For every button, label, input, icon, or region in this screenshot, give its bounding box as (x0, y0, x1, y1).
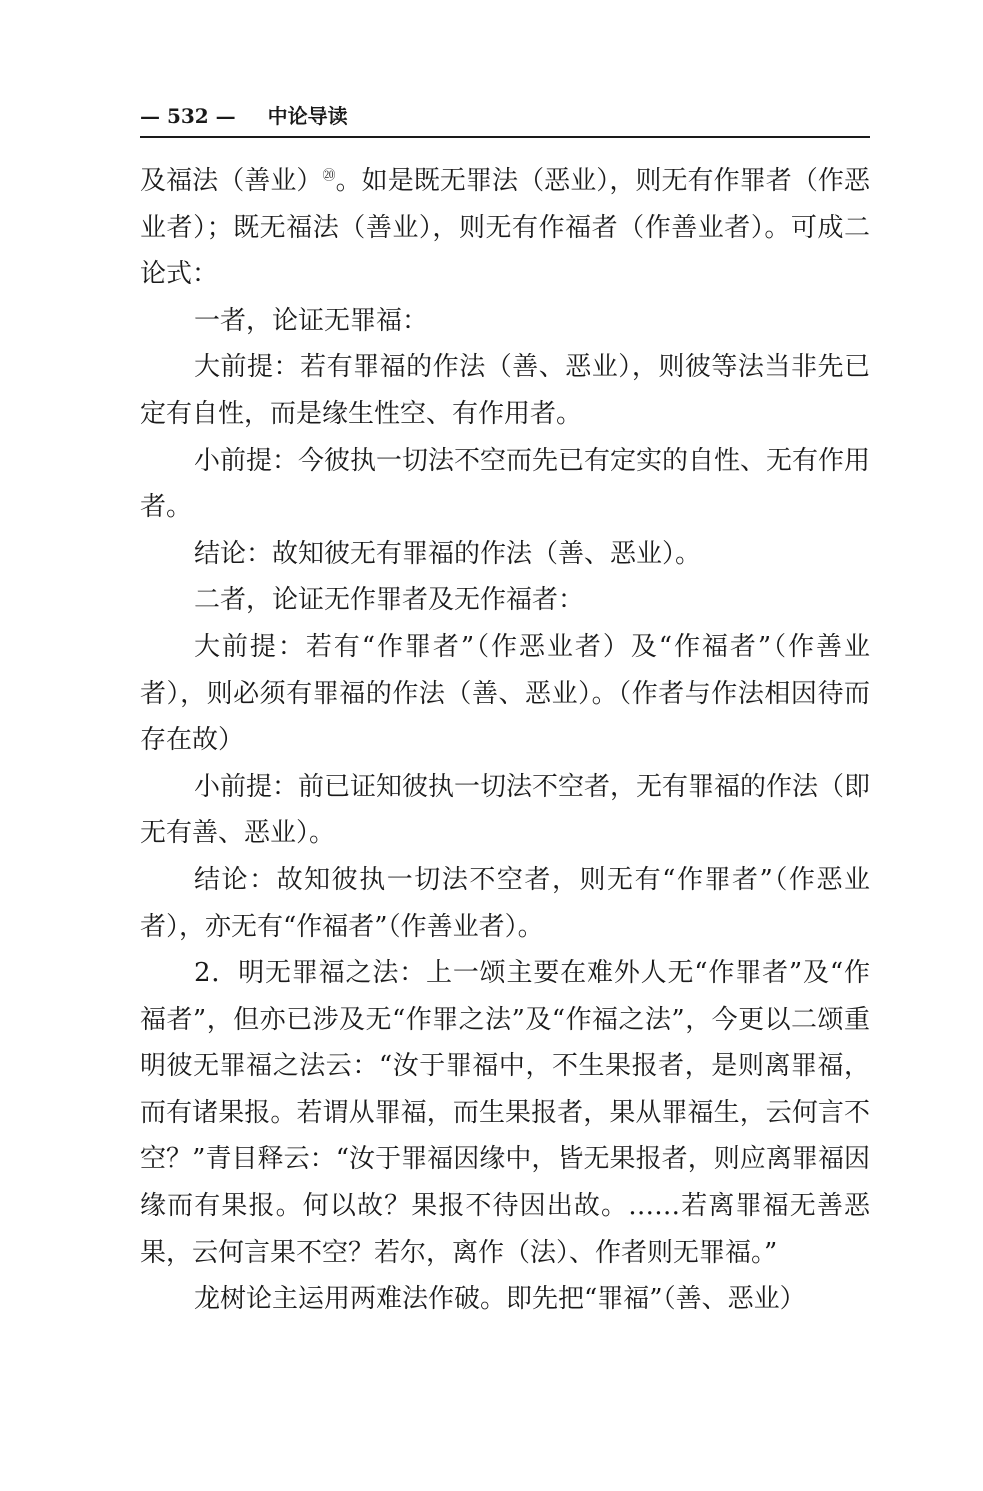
paragraph-9: 结论：故知彼执一切法不空者，则无有“作罪者”（作恶业者），亦无有“作福者”（作善业者）。 (140, 864, 870, 942)
paragraph-4: 小前提：今彼执一切法不空而先已有定实的自性、无有作用者。 (140, 445, 871, 523)
paragraph-11: 龙树论主运用两难法作破。即先把“罪福”（善、恶业） (194, 1284, 806, 1315)
paragraph-3: 大前提：若有罪福的作法（善、恶业），则彼等法当非先已定有自性，而是缘生性空、有作用者。 (140, 352, 870, 429)
page-number: — 532 — (140, 104, 236, 128)
paragraph-8: 小前提：前已证知彼执一切法不空者，无有罪福的作法（即无有善、恶业）。 (140, 771, 871, 849)
book-title: 中论导读 (267, 104, 348, 128)
paragraph-2: 一者，论证无罪福： (194, 305, 429, 336)
header-rule (140, 136, 870, 138)
body-text (140, 158, 870, 1323)
paragraph-10: 2．明无罪福之法：上一颂主要在难外人无“作罪者”及“作福者”，但亦已涉及无“作罪之法”及“作福之法”，今更以二颂重明彼无罪福之法云：“汝于罪福中，不生果报者，是则离罪福，而有诸果报。若谓从罪福，而生果报者，果从罪福生，云何言不空？”青目释云：“汝于罪福因缘中，皆无果报者，则应离罪福因缘而有果报。何以故？果报不待因出故。……若离罪福无善恶果，云何言果不空？若尔，离作（法）、作者则无罪福。” (140, 958, 870, 1268)
paragraph-6: 二者，论证无作罪者及无作福者： (194, 585, 585, 616)
paragraph-7: 大前提：若有“作罪者”（作恶业者）及“作福者”（作善业者），则必须有罪福的作法（善、恶业）。（作者与作法相因待而存在故） (140, 631, 870, 756)
running-header (140, 102, 870, 136)
paragraph-1-text-b: 。如是既无罪法（恶业），则无有作罪者（作恶业者）；既无福法（善业），则无有作福者（作善业者）。可成二论式： (140, 166, 870, 290)
paragraph-1-text-a: 及福法（善业） (140, 166, 323, 196)
paragraph-5: 结论：故知彼无有罪福的作法（善、恶业）。 (194, 538, 702, 569)
footnote-marker: ⑳ (322, 168, 336, 184)
paragraph-1 (140, 158, 870, 298)
